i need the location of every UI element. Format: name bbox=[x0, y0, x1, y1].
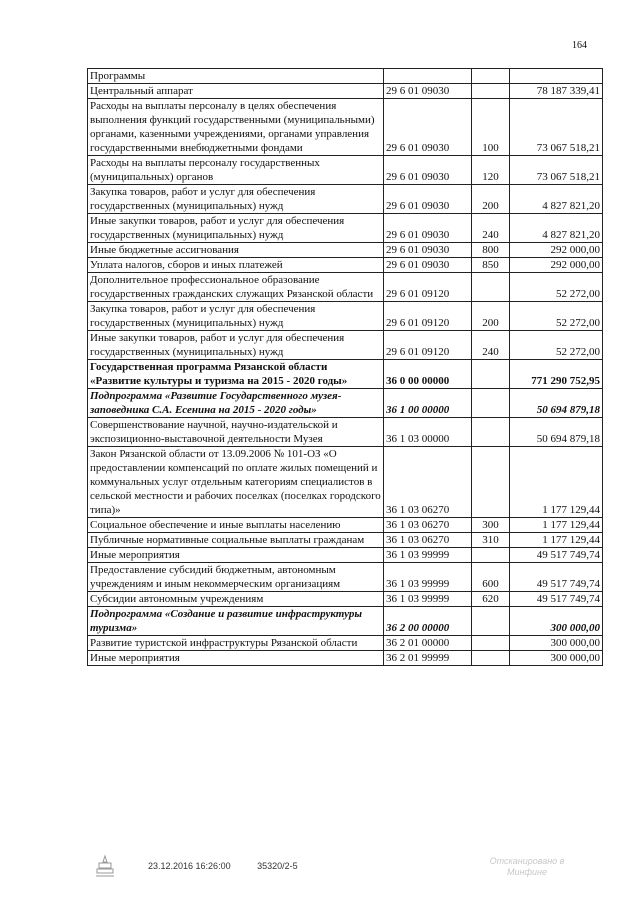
cell-target-article: 36 1 03 06270 bbox=[384, 533, 472, 548]
table-row bbox=[88, 651, 603, 666]
cell-target-article: 36 1 03 00000 bbox=[384, 418, 472, 447]
cell-expense-type bbox=[472, 636, 510, 651]
cell-name: Предоставление субсидий бюджетным, автономным учреждениям и иным некоммерческим организациям bbox=[88, 563, 384, 592]
table-row bbox=[88, 84, 603, 99]
cell-expense-type bbox=[472, 607, 510, 636]
cell-target-article: 36 1 03 06270 bbox=[384, 447, 472, 518]
cell-expense-type bbox=[472, 389, 510, 418]
table-row bbox=[88, 258, 603, 273]
watermark-line-2: Минфине bbox=[507, 867, 547, 877]
cell-amount bbox=[510, 69, 603, 84]
table-row bbox=[88, 243, 603, 258]
cell-name: Закон Рязанской области от 13.09.2006 № 101-ОЗ «О предоставлении компенсаций по оплате жилых помещений и коммунальных услуг отдельным категориям специалистов в сельской местности и рабочих поселках (поселках городского типа)» bbox=[88, 447, 384, 518]
cell-expense-type: 300 bbox=[472, 518, 510, 533]
cell-amount: 78 187 339,41 bbox=[510, 84, 603, 99]
cell-amount: 1 177 129,44 bbox=[510, 533, 603, 548]
cell-expense-type: 620 bbox=[472, 592, 510, 607]
cell-name: Центральный аппарат bbox=[88, 84, 384, 99]
cell-target-article: 36 2 01 99999 bbox=[384, 651, 472, 666]
cell-name: Закупка товаров, работ и услуг для обеспечения государственных (муниципальных) нужд bbox=[88, 302, 384, 331]
cell-amount: 292 000,00 bbox=[510, 258, 603, 273]
cell-expense-type bbox=[472, 548, 510, 563]
table-row bbox=[88, 548, 603, 563]
cell-amount: 1 177 129,44 bbox=[510, 518, 603, 533]
cell-target-article: 29 6 01 09030 bbox=[384, 243, 472, 258]
cell-name: Расходы на выплаты персоналу государственных (муниципальных) органов bbox=[88, 156, 384, 185]
cell-target-article: 29 6 01 09120 bbox=[384, 273, 472, 302]
table-row bbox=[88, 418, 603, 447]
footer-doc-code: 35320/2-5 bbox=[257, 861, 298, 871]
cell-target-article: 36 1 03 99999 bbox=[384, 592, 472, 607]
footer bbox=[148, 861, 298, 871]
cell-amount: 4 827 821,20 bbox=[510, 185, 603, 214]
cell-amount: 300 000,00 bbox=[510, 651, 603, 666]
cell-name: Расходы на выплаты персоналу в целях обеспечения выполнения функций государственными (муниципальными) органами, казенными учреждениями, органами управления государственными внебюджетными фондами bbox=[88, 99, 384, 156]
cell-amount: 1 177 129,44 bbox=[510, 447, 603, 518]
cell-amount: 73 067 518,21 bbox=[510, 156, 603, 185]
cell-name: Иные мероприятия bbox=[88, 651, 384, 666]
table-row bbox=[88, 563, 603, 592]
cell-name: Программы bbox=[88, 69, 384, 84]
budget-table-body bbox=[88, 69, 603, 666]
cell-amount: 73 067 518,21 bbox=[510, 99, 603, 156]
cell-amount: 292 000,00 bbox=[510, 243, 603, 258]
cell-name: Совершенствование научной, научно-издательской и экспозиционно-выставочной деятельности Музея bbox=[88, 418, 384, 447]
cell-target-article: 36 2 00 00000 bbox=[384, 607, 472, 636]
cell-expense-type: 100 bbox=[472, 99, 510, 156]
watermark-line-1: Отсканировано в bbox=[489, 856, 565, 866]
cell-amount: 300 000,00 bbox=[510, 636, 603, 651]
cell-target-article: 36 1 03 06270 bbox=[384, 518, 472, 533]
cell-expense-type bbox=[472, 651, 510, 666]
cell-target-article: 29 6 01 09030 bbox=[384, 99, 472, 156]
cell-target-article: 36 1 00 00000 bbox=[384, 389, 472, 418]
stamp-icon bbox=[94, 854, 116, 880]
table-row bbox=[88, 360, 603, 389]
cell-expense-type bbox=[472, 360, 510, 389]
cell-expense-type: 240 bbox=[472, 214, 510, 243]
table-row bbox=[88, 214, 603, 243]
cell-name: Иные бюджетные ассигнования bbox=[88, 243, 384, 258]
cell-target-article: 29 6 01 09030 bbox=[384, 185, 472, 214]
table-row bbox=[88, 636, 603, 651]
cell-expense-type bbox=[472, 447, 510, 518]
cell-expense-type: 600 bbox=[472, 563, 510, 592]
table-row bbox=[88, 607, 603, 636]
table-row bbox=[88, 533, 603, 548]
cell-target-article: 29 6 01 09030 bbox=[384, 156, 472, 185]
cell-name: Иные закупки товаров, работ и услуг для обеспечения государственных (муниципальных) нужд bbox=[88, 331, 384, 360]
page-number: 164 bbox=[572, 40, 587, 51]
cell-amount: 52 272,00 bbox=[510, 302, 603, 331]
cell-expense-type bbox=[472, 69, 510, 84]
table-row bbox=[88, 302, 603, 331]
cell-expense-type: 200 bbox=[472, 302, 510, 331]
table-row bbox=[88, 592, 603, 607]
table-row bbox=[88, 185, 603, 214]
cell-name: Дополнительное профессиональное образование государственных гражданских служащих Рязанской области bbox=[88, 273, 384, 302]
cell-expense-type: 200 bbox=[472, 185, 510, 214]
cell-amount: 50 694 879,18 bbox=[510, 389, 603, 418]
cell-name: Публичные нормативные социальные выплаты гражданам bbox=[88, 533, 384, 548]
cell-amount: 52 272,00 bbox=[510, 273, 603, 302]
cell-target-article bbox=[384, 69, 472, 84]
cell-amount: 50 694 879,18 bbox=[510, 418, 603, 447]
cell-amount: 52 272,00 bbox=[510, 331, 603, 360]
cell-expense-type bbox=[472, 418, 510, 447]
table-row bbox=[88, 156, 603, 185]
cell-target-article: 29 6 01 09030 bbox=[384, 214, 472, 243]
cell-name: Социальное обеспечение и иные выплаты населению bbox=[88, 518, 384, 533]
cell-expense-type: 240 bbox=[472, 331, 510, 360]
cell-name: Подпрограмма «Создание и развитие инфраструктуры туризма» bbox=[88, 607, 384, 636]
cell-target-article: 29 6 01 09030 bbox=[384, 258, 472, 273]
cell-name: Иные закупки товаров, работ и услуг для обеспечения государственных (муниципальных) нужд bbox=[88, 214, 384, 243]
table-row bbox=[88, 331, 603, 360]
cell-target-article: 29 6 01 09120 bbox=[384, 331, 472, 360]
budget-table bbox=[87, 68, 603, 666]
cell-expense-type bbox=[472, 273, 510, 302]
cell-expense-type: 850 bbox=[472, 258, 510, 273]
cell-expense-type: 800 bbox=[472, 243, 510, 258]
cell-amount: 49 517 749,74 bbox=[510, 592, 603, 607]
cell-target-article: 36 1 03 99999 bbox=[384, 563, 472, 592]
cell-name: Уплата налогов, сборов и иных платежей bbox=[88, 258, 384, 273]
cell-amount: 300 000,00 bbox=[510, 607, 603, 636]
cell-name: Субсидии автономным учреждениям bbox=[88, 592, 384, 607]
cell-expense-type: 310 bbox=[472, 533, 510, 548]
cell-name: Иные мероприятия bbox=[88, 548, 384, 563]
cell-target-article: 36 2 01 00000 bbox=[384, 636, 472, 651]
cell-expense-type bbox=[472, 84, 510, 99]
cell-target-article: 29 6 01 09030 bbox=[384, 84, 472, 99]
cell-target-article: 29 6 01 09120 bbox=[384, 302, 472, 331]
table-row bbox=[88, 273, 603, 302]
cell-name: Развитие туристской инфраструктуры Рязанской области bbox=[88, 636, 384, 651]
cell-amount: 4 827 821,20 bbox=[510, 214, 603, 243]
table-row bbox=[88, 69, 603, 84]
cell-name: Подпрограмма «Развитие Государственного музея-заповедника С.А. Есенина на 2015 - 2020 годы» bbox=[88, 389, 384, 418]
footer-datetime: 23.12.2016 16:26:00 bbox=[148, 861, 231, 871]
table-row bbox=[88, 447, 603, 518]
cell-target-article: 36 1 03 99999 bbox=[384, 548, 472, 563]
cell-amount: 771 290 752,95 bbox=[510, 360, 603, 389]
table-row bbox=[88, 518, 603, 533]
cell-target-article: 36 0 00 00000 bbox=[384, 360, 472, 389]
cell-amount: 49 517 749,74 bbox=[510, 563, 603, 592]
table-row bbox=[88, 389, 603, 418]
cell-expense-type: 120 bbox=[472, 156, 510, 185]
cell-amount: 49 517 749,74 bbox=[510, 548, 603, 563]
table-row bbox=[88, 99, 603, 156]
scan-watermark bbox=[452, 856, 602, 878]
cell-name: Закупка товаров, работ и услуг для обеспечения государственных (муниципальных) нужд bbox=[88, 185, 384, 214]
cell-name: Государственная программа Рязанской области «Развитие культуры и туризма на 2015 - 2020 годы» bbox=[88, 360, 384, 389]
